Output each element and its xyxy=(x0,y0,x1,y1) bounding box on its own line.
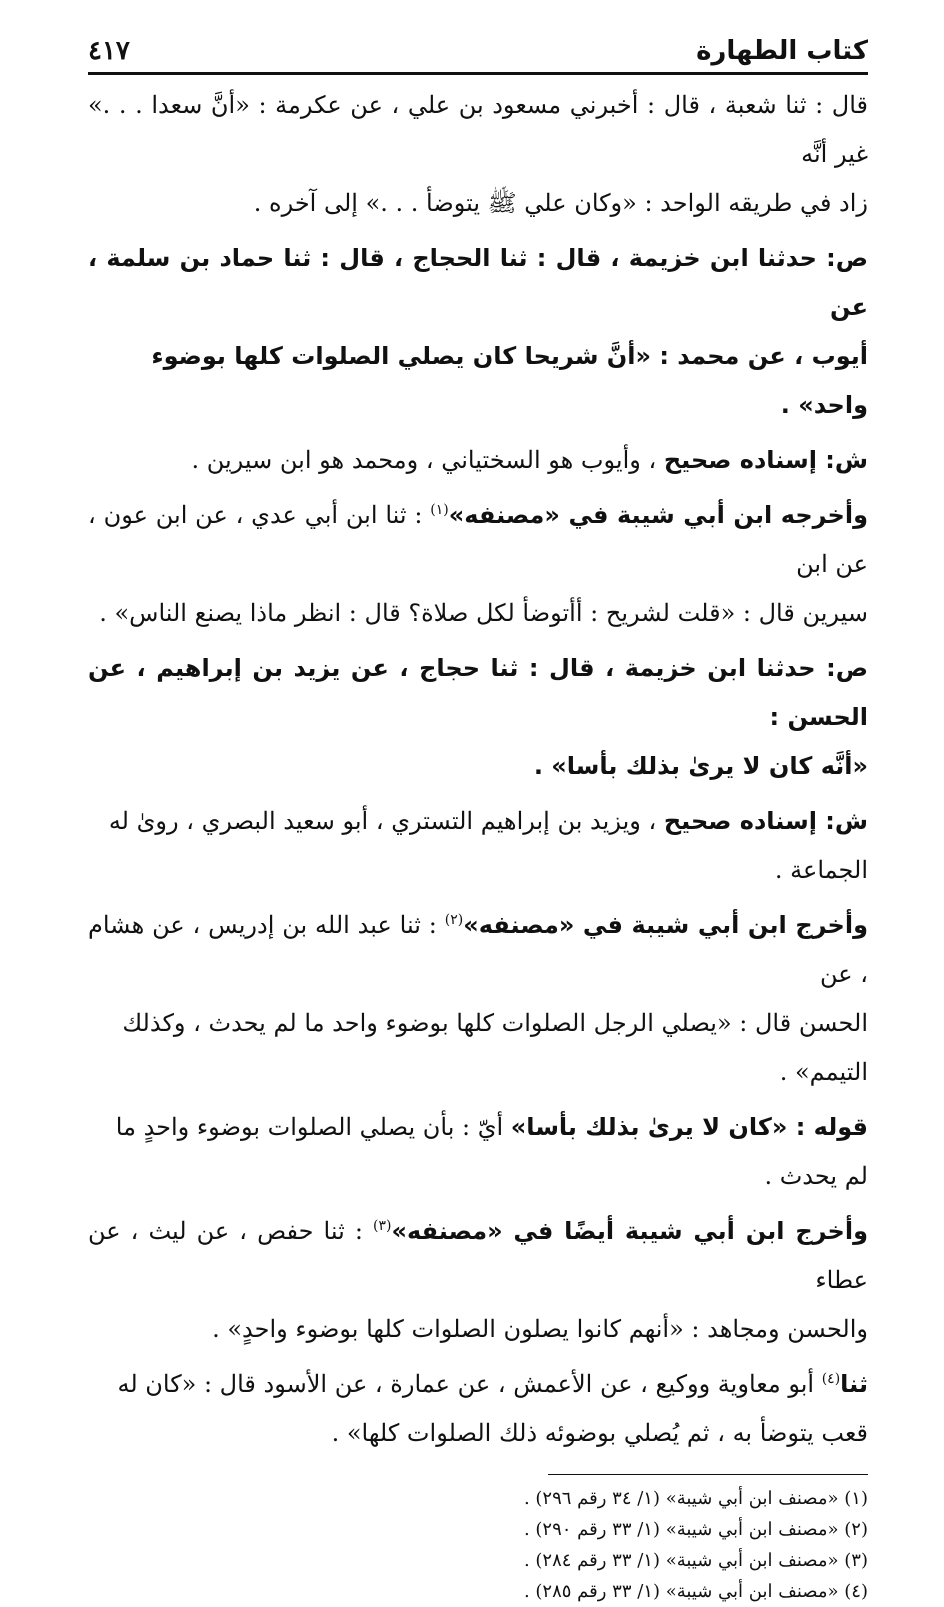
text-span: لم يحدث . xyxy=(764,1162,868,1190)
text-span: قال : ثنا شعبة ، قال : أخبرني مسعود بن علي ، عن عكرمة : «أنَّ سعدا . . .» غير أنَّه xyxy=(88,91,868,168)
text-span: : ثنا عبد الله بن إدريس ، عن هشام ، عن xyxy=(88,911,868,988)
footnote-marker: (٢) xyxy=(444,912,464,928)
text-line xyxy=(88,589,868,638)
footnote-marker: (١) xyxy=(430,502,449,518)
paragraph xyxy=(88,1207,868,1354)
running-header xyxy=(88,26,868,66)
text-line xyxy=(88,1048,868,1097)
text-span: وأخرج ابن أبي شيبة أيضًا في «مصنفه» xyxy=(391,1217,868,1245)
text-line xyxy=(88,1305,868,1354)
paragraph xyxy=(88,234,868,430)
footnote-marker: (٣) xyxy=(372,1218,392,1234)
text-line xyxy=(88,234,868,332)
text-line xyxy=(88,436,868,485)
text-span: : ثنا حفص ، عن ليث ، عن عطاء xyxy=(88,1217,868,1294)
footnotes xyxy=(88,1483,868,1607)
text-span: ، ويزيد بن إبراهيم التستري ، أبو سعيد البصري ، روىٰ له xyxy=(108,807,664,835)
text-span: قوله : «كان لا يرىٰ بذلك بأسا» xyxy=(510,1113,868,1141)
book-page xyxy=(88,26,868,1607)
text-span: زاد في طريقه الواحد : «وكان علي ﷺ يتوضأ . . .» إلى آخره . xyxy=(253,189,868,217)
text-span: الحسن قال : «يصلي الرجل الصلوات كلها بوضوء واحد ما لم يحدث ، وكذلك xyxy=(122,1009,868,1037)
text-span: : ثنا ابن أبي عدي ، عن ابن عون ، عن ابن xyxy=(88,501,868,578)
text-line xyxy=(88,332,868,430)
paragraph xyxy=(88,436,868,485)
footnote: (٣) «مصنف ابن أبي شيبة» (١/ ٣٣ رقم ٢٨٤) . xyxy=(523,1550,868,1571)
footnote: (١) «مصنف ابن أبي شيبة» (١/ ٣٤ رقم ٢٩٦) . xyxy=(523,1488,868,1509)
text-span: قعب يتوضأ به ، ثم يُصلي بوضوئه ذلك الصلوات كلها» . xyxy=(331,1419,868,1447)
text-line xyxy=(88,797,868,846)
text-span: أيوب ، عن محمد : «أنَّ شريحا كان يصلي الصلوات كلها بوضوء واحد» . xyxy=(151,342,868,419)
text-span: ص: حدثنا ابن خزيمة ، قال : ثنا الحجاج ، قال : ثنا حماد بن سلمة ، عن xyxy=(88,244,868,321)
text-line xyxy=(88,1409,868,1458)
footnote-marker: (٤) xyxy=(821,1371,841,1387)
text-line xyxy=(88,1360,868,1409)
text-span: ، وأيوب هو السختياني ، ومحمد هو ابن سيرين . xyxy=(191,446,664,474)
main-text xyxy=(88,81,868,1458)
text-line xyxy=(88,901,868,999)
paragraph xyxy=(88,1360,868,1458)
text-span: والحسن ومجاهد : «أنهم كانوا يصلون الصلوات كلها بوضوء واحدٍ» . xyxy=(212,1315,868,1343)
text-span: ص: حدثنا ابن خزيمة ، قال : ثنا حجاج ، عن يزيد بن إبراهيم ، عن الحسن : xyxy=(88,654,868,731)
text-span: ش: إسناده صحيح xyxy=(663,446,868,474)
header-rule xyxy=(88,72,868,75)
text-span: أيّ : بأن يصلي الصلوات بوضوء واحدٍ ما xyxy=(115,1113,511,1141)
text-span: وأخرجه ابن أبي شيبة في «مصنفه» xyxy=(448,501,868,529)
text-span: الجماعة . xyxy=(774,856,868,884)
paragraph xyxy=(88,901,868,1097)
text-line xyxy=(88,81,868,179)
book-title: كتاب الطهارة xyxy=(696,36,868,66)
text-line xyxy=(88,1152,868,1201)
text-span: «أنَّه كان لا يرىٰ بذلك بأسا» . xyxy=(533,752,868,780)
text-line xyxy=(88,742,868,791)
text-span: ثنا xyxy=(840,1370,868,1398)
text-line xyxy=(88,1103,868,1152)
text-span: وأخرج ابن أبي شيبة في «مصنفه» xyxy=(463,911,869,939)
text-line xyxy=(88,491,868,589)
paragraph xyxy=(88,797,868,895)
page-number: ٤١٧ xyxy=(88,36,130,66)
text-line xyxy=(88,999,868,1048)
text-line xyxy=(88,644,868,742)
text-span: أبو معاوية ووكيع ، عن الأعمش ، عن عمارة ، عن الأسود قال : «كان له xyxy=(117,1370,822,1398)
text-line xyxy=(88,846,868,895)
text-span: سيرين قال : «قلت لشريح : أأتوضأ لكل صلاة؟ قال : انظر ماذا يصنع الناس» . xyxy=(99,599,868,627)
footnote: (٢) «مصنف ابن أبي شيبة» (١/ ٣٣ رقم ٢٩٠) . xyxy=(523,1519,868,1540)
footnote: (٤) «مصنف ابن أبي شيبة» (١/ ٣٣ رقم ٢٨٥) . xyxy=(523,1581,868,1602)
text-span: التيمم» . xyxy=(779,1058,868,1086)
footnote-separator xyxy=(548,1474,868,1475)
text-line xyxy=(88,179,868,228)
paragraph xyxy=(88,644,868,791)
text-line xyxy=(88,1207,868,1305)
paragraph xyxy=(88,491,868,638)
paragraph xyxy=(88,1103,868,1201)
paragraph xyxy=(88,81,868,228)
text-span: ش: إسناده صحيح xyxy=(663,807,868,835)
